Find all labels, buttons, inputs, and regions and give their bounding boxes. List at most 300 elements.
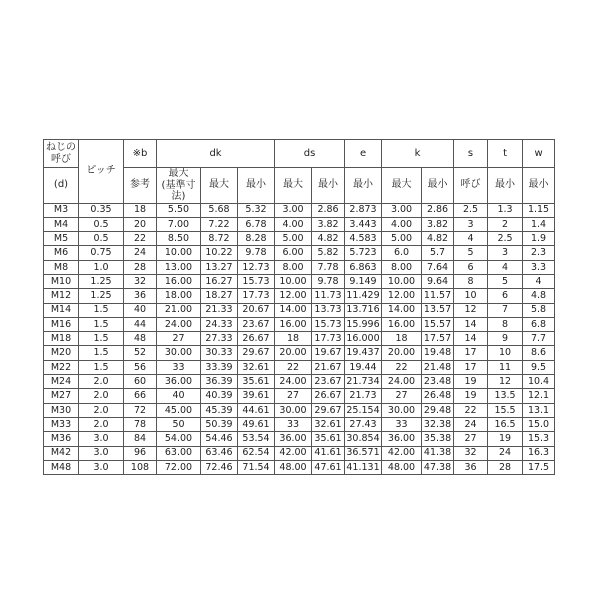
cell-dk-nominal: 5.50 [157,203,201,217]
cell-k-min: 19.48 [422,346,454,360]
cell-dk-max: 7.22 [201,217,238,231]
table-row [44,346,555,360]
cell-t-min: 19 [488,432,523,446]
header-dk-max-nominal-line2: (基準寸法) [161,179,196,202]
header-ds: ds [275,140,345,168]
cell-dk-max: 24.33 [201,317,238,331]
cell-dk-nominal: 72.00 [157,460,201,474]
cell-e-min: 36.571 [346,447,380,459]
cell-ds-min: 9.78 [312,274,345,288]
cell-s-nominal: 3 [454,217,488,231]
cell-thread-size: M42 [44,446,79,460]
cell-k-max: 18 [382,332,422,346]
cell-w-min: 9.5 [523,360,555,374]
cell-k-min: 32.38 [422,417,454,431]
cell-s-nominal: 19 [454,375,488,389]
cell-thread-size: M3 [44,203,79,217]
cell-dk-nominal: 24.00 [157,317,201,331]
table-row [44,446,555,460]
cell-w-min: 12.1 [523,389,555,403]
cell-e-min: 4.583 [345,232,382,246]
cell-w-min: 2.3 [523,246,555,260]
cell-e-min: 30.854 [346,433,380,445]
cell-ds-min: 26.67 [312,389,345,403]
table-row [44,360,555,374]
table-row [44,217,555,231]
cell-k-min: 17.57 [422,332,454,346]
cell-k-min: 9.64 [422,274,454,288]
cell-dk-max: 33.39 [201,360,238,374]
cell-k-min: 29.48 [422,403,454,417]
cell-dk-nominal: 40 [157,389,201,403]
table-row [44,289,555,303]
table-row [44,389,555,403]
cell-t-min: 5 [488,274,523,288]
header-t-min: 最小 [488,168,523,204]
cell-k-max: 33 [382,417,422,431]
cell-dk-nominal: 8.50 [157,232,201,246]
cell-ds-max: 4.00 [275,217,312,231]
cell-pitch: 1.5 [79,346,124,360]
cell-s-nominal: 10 [454,289,488,303]
cell-thread-size: M36 [44,432,79,446]
cell-ds-min: 3.82 [312,217,345,231]
cell-s-nominal: 17 [454,346,488,360]
table-row [44,460,555,474]
cell-k-min: 21.48 [422,360,454,374]
cell-b-ref: 78 [124,417,157,431]
cell-pitch: 3.0 [79,460,124,474]
header-b: ※b [124,140,157,168]
cell-ds-max: 16.00 [275,317,312,331]
cell-thread-size: M20 [44,346,79,360]
cell-ds-min: 23.67 [312,375,345,389]
cell-dk-nominal: 36.00 [157,375,201,389]
cell-t-min: 2 [488,217,523,231]
cell-s-nominal: 2.5 [454,203,488,217]
cell-dk-nominal: 18.00 [157,289,201,303]
cell-b-ref: 72 [124,403,157,417]
cell-ds-max: 3.00 [275,203,312,217]
cell-b-ref: 22 [124,232,157,246]
cell-dk-min: 32.61 [238,360,275,374]
cell-ds-max: 20.00 [275,346,312,360]
cell-ds-max: 48.00 [275,460,312,474]
cell-thread-size: M18 [44,332,79,346]
header-row-1 [44,140,555,168]
header-ds-max: 最大 [275,168,312,204]
cell-ds-min: 32.61 [312,417,345,431]
cell-t-min: 4 [488,260,523,274]
header-b-ref: 参考 [124,168,157,204]
header-dk-max: 最大 [201,168,238,204]
cell-pitch: 0.5 [79,217,124,231]
cell-ds-max: 6.00 [275,246,312,260]
cell-w-min: 5.8 [523,303,555,317]
cell-w-min: 15.0 [523,417,555,431]
cell-k-max: 16.00 [382,317,422,331]
cell-dk-max: 13.27 [201,260,238,274]
cell-dk-max: 30.33 [201,346,238,360]
cell-k-max: 22 [382,360,422,374]
cell-ds-max: 27 [275,389,312,403]
cell-dk-min: 39.61 [238,389,275,403]
spec-table-container [43,139,555,475]
cell-b-ref: 24 [124,246,157,260]
cell-k-max: 8.00 [382,260,422,274]
cell-ds-max: 42.00 [275,446,312,460]
cell-dk-nominal: 7.00 [157,217,201,231]
cell-thread-size: M27 [44,389,79,403]
cell-w-min: 1.4 [523,217,555,231]
cell-k-min: 47.38 [422,460,454,474]
cell-e-min: 9.149 [345,274,382,288]
cell-k-min: 13.57 [422,303,454,317]
cell-dk-min: 12.73 [238,260,275,274]
header-thread [44,140,79,168]
cell-ds-min: 41.61 [312,446,345,460]
cell-s-nominal: 22 [454,403,488,417]
cell-s-nominal: 17 [454,360,488,374]
cell-k-max: 12.00 [382,289,422,303]
cell-e-min: 15.996 [346,318,380,330]
cell-w-min: 7.7 [523,332,555,346]
cell-dk-max: 8.72 [201,232,238,246]
cell-ds-max: 18 [275,332,312,346]
cell-k-min: 2.86 [422,203,454,217]
cell-dk-min: 15.73 [238,274,275,288]
cell-thread-size: M22 [44,360,79,374]
cell-b-ref: 36 [124,289,157,303]
cell-dk-min: 6.78 [238,217,275,231]
cell-e-min: 16.000 [346,333,380,345]
cell-thread-size: M48 [44,460,79,474]
cell-dk-min: 71.54 [238,460,275,474]
cell-thread-size: M14 [44,303,79,317]
cell-dk-max: 45.39 [201,403,238,417]
cell-ds-max: 12.00 [275,289,312,303]
cell-e-min: 21.73 [345,389,382,403]
header-dk-min: 最小 [238,168,275,204]
table-row [44,246,555,260]
cell-b-ref: 66 [124,389,157,403]
cell-pitch: 1.5 [79,360,124,374]
cell-ds-max: 22 [275,360,312,374]
cell-dk-max: 72.46 [201,460,238,474]
cell-pitch: 2.0 [79,403,124,417]
cell-w-min: 6.8 [523,317,555,331]
cell-t-min: 13.5 [488,389,523,403]
cell-pitch: 2.0 [79,389,124,403]
cell-thread-size: M12 [44,289,79,303]
cell-e-min: 27.43 [345,417,382,431]
cell-w-min: 16.3 [523,446,555,460]
header-e-min: 最小 [345,168,382,204]
cell-e-min: 2.873 [345,203,382,217]
cell-k-min: 23.48 [422,375,454,389]
header-s-nominal: 呼び [454,168,488,204]
cell-dk-nominal: 21.00 [157,303,201,317]
cell-k-max: 48.00 [382,460,422,474]
cell-b-ref: 32 [124,274,157,288]
cell-k-max: 42.00 [382,446,422,460]
cell-b-ref: 20 [124,217,157,231]
cell-s-nominal: 6 [454,260,488,274]
cell-pitch: 1.0 [79,260,124,274]
cell-k-min: 7.64 [422,260,454,274]
cell-dk-min: 23.67 [238,317,275,331]
table-row [44,332,555,346]
header-thread-line1: ねじの [46,142,76,153]
cell-k-min: 3.82 [422,217,454,231]
cell-dk-max: 63.46 [201,446,238,460]
cell-e-min: 19.44 [345,360,382,374]
cell-dk-min: 9.78 [238,246,275,260]
cell-dk-max: 16.27 [201,274,238,288]
cell-pitch: 0.5 [79,232,124,246]
cell-ds-max: 30.00 [275,403,312,417]
cell-t-min: 28 [488,460,523,474]
header-t: t [488,140,523,168]
table-row [44,203,555,217]
header-s: s [454,140,488,168]
cell-b-ref: 56 [124,360,157,374]
cell-k-max: 5.00 [382,232,422,246]
cell-k-max: 10.00 [382,274,422,288]
header-pitch: ピッチ [79,140,124,204]
cell-dk-min: 62.54 [238,446,275,460]
cell-b-ref: 84 [124,432,157,446]
header-thread-line2: 呼び [51,153,71,165]
cell-k-min: 4.82 [422,232,454,246]
cell-ds-max: 14.00 [275,303,312,317]
cell-k-min: 41.38 [422,446,454,460]
cell-dk-nominal: 54.00 [157,432,201,446]
cell-dk-min: 53.54 [238,432,275,446]
cell-e-min: 21.734 [346,375,380,387]
cell-ds-max: 5.00 [275,232,312,246]
cell-ds-min: 35.61 [312,432,345,446]
cell-pitch: 2.0 [79,375,124,389]
cell-dk-max: 40.39 [201,389,238,403]
cell-ds-min: 47.61 [312,460,345,474]
cell-dk-max: 21.33 [201,303,238,317]
cell-ds-max: 24.00 [275,375,312,389]
header-d: (d) [44,168,79,204]
cell-s-nominal: 24 [454,417,488,431]
cell-w-min: 3.3 [523,260,555,274]
cell-dk-nominal: 63.00 [157,446,201,460]
cell-s-nominal: 36 [454,460,488,474]
cell-dk-max: 18.27 [201,289,238,303]
cell-k-max: 4.00 [382,217,422,231]
dimension-table [43,139,555,475]
cell-thread-size: M10 [44,274,79,288]
cell-w-min: 8.6 [523,346,555,360]
cell-e-min: 41.131 [346,461,380,473]
cell-k-max: 24.00 [382,375,422,389]
cell-pitch: 1.5 [79,332,124,346]
cell-ds-min: 11.73 [312,289,345,303]
cell-b-ref: 108 [124,460,157,474]
cell-dk-min: 5.32 [238,203,275,217]
cell-pitch: 1.5 [79,303,124,317]
cell-pitch: 3.0 [79,446,124,460]
cell-b-ref: 48 [124,332,157,346]
cell-dk-min: 49.61 [238,417,275,431]
cell-dk-min: 20.67 [238,303,275,317]
cell-k-max: 3.00 [382,203,422,217]
cell-thread-size: M16 [44,317,79,331]
cell-dk-max: 5.68 [201,203,238,217]
cell-dk-min: 35.61 [238,375,275,389]
cell-t-min: 6 [488,289,523,303]
cell-b-ref: 52 [124,346,157,360]
header-k-max: 最大 [382,168,422,204]
cell-w-min: 13.1 [523,403,555,417]
cell-t-min: 2.5 [488,232,523,246]
cell-s-nominal: 4 [454,232,488,246]
cell-dk-max: 36.39 [201,375,238,389]
cell-s-nominal: 5 [454,246,488,260]
header-dk: dk [157,140,275,168]
header-w-min: 最小 [523,168,555,204]
cell-ds-min: 15.73 [312,317,345,331]
cell-w-min: 4.8 [523,289,555,303]
cell-t-min: 11 [488,360,523,374]
cell-k-max: 20.00 [382,346,422,360]
cell-ds-min: 19.67 [312,346,345,360]
header-e: e [345,140,382,168]
table-row [44,403,555,417]
cell-s-nominal: 19 [454,389,488,403]
cell-w-min: 15.3 [523,432,555,446]
cell-dk-max: 27.33 [201,332,238,346]
table-row [44,274,555,288]
cell-ds-max: 36.00 [275,432,312,446]
cell-ds-max: 10.00 [275,274,312,288]
cell-k-max: 14.00 [382,303,422,317]
cell-k-min: 11.57 [422,289,454,303]
table-row [44,303,555,317]
cell-w-min: 4 [523,274,555,288]
cell-ds-min: 17.73 [312,332,345,346]
cell-ds-max: 33 [275,417,312,431]
cell-pitch: 1.25 [79,274,124,288]
cell-thread-size: M8 [44,260,79,274]
cell-t-min: 12 [488,375,523,389]
cell-thread-size: M24 [44,375,79,389]
cell-t-min: 3 [488,246,523,260]
cell-ds-min: 29.67 [312,403,345,417]
cell-dk-nominal: 45.00 [157,403,201,417]
cell-s-nominal: 14 [454,332,488,346]
cell-pitch: 0.35 [79,203,124,217]
cell-pitch: 1.25 [79,289,124,303]
table-row [44,432,555,446]
cell-s-nominal: 14 [454,317,488,331]
cell-thread-size: M4 [44,217,79,231]
cell-dk-min: 17.73 [238,289,275,303]
cell-thread-size: M6 [44,246,79,260]
table-row [44,375,555,389]
cell-e-min: 25.154 [346,404,380,416]
cell-pitch: 3.0 [79,432,124,446]
cell-dk-nominal: 10.00 [157,246,201,260]
cell-t-min: 1.3 [488,203,523,217]
cell-e-min: 19.437 [346,347,380,359]
cell-ds-min: 21.67 [312,360,345,374]
table-row [44,260,555,274]
header-k-min: 最小 [422,168,454,204]
cell-thread-size: M5 [44,232,79,246]
cell-dk-nominal: 30.00 [157,346,201,360]
cell-dk-min: 26.67 [238,332,275,346]
cell-w-min: 17.5 [523,460,555,474]
cell-e-min: 13.716 [346,304,380,316]
cell-dk-max: 10.22 [201,246,238,260]
cell-k-min: 26.48 [422,389,454,403]
cell-e-min: 3.443 [345,217,382,231]
cell-t-min: 24 [488,446,523,460]
cell-w-min: 1.9 [523,232,555,246]
cell-t-min: 8 [488,317,523,331]
table-row [44,317,555,331]
header-ds-min: 最小 [312,168,345,204]
cell-pitch: 1.5 [79,317,124,331]
cell-e-min: 11.429 [346,290,380,302]
cell-s-nominal: 8 [454,274,488,288]
header-w: w [523,140,555,168]
cell-thread-size: M33 [44,417,79,431]
header-dk-max-nominal [157,168,201,204]
cell-pitch: 2.0 [79,417,124,431]
cell-ds-min: 4.82 [312,232,345,246]
cell-b-ref: 44 [124,317,157,331]
cell-dk-min: 29.67 [238,346,275,360]
cell-dk-max: 54.46 [201,432,238,446]
cell-dk-nominal: 16.00 [157,274,201,288]
table-row [44,232,555,246]
cell-e-min: 5.723 [345,246,382,260]
cell-dk-min: 8.28 [238,232,275,246]
cell-k-max: 27 [382,389,422,403]
cell-ds-min: 5.82 [312,246,345,260]
cell-pitch: 0.75 [79,246,124,260]
header-k: k [382,140,454,168]
cell-b-ref: 40 [124,303,157,317]
cell-s-nominal: 32 [454,446,488,460]
cell-t-min: 7 [488,303,523,317]
cell-dk-max: 50.39 [201,417,238,431]
cell-ds-min: 13.73 [312,303,345,317]
cell-w-min: 1.15 [523,203,555,217]
cell-s-nominal: 27 [454,432,488,446]
cell-t-min: 10 [488,346,523,360]
header-dk-max-nominal-line1: 最大 [168,168,189,179]
cell-b-ref: 28 [124,260,157,274]
cell-w-min: 10.4 [523,375,555,389]
cell-k-min: 35.38 [422,432,454,446]
cell-ds-min: 2.86 [312,203,345,217]
cell-dk-nominal: 27 [157,332,201,346]
cell-dk-nominal: 33 [157,360,201,374]
cell-e-min: 6.863 [345,260,382,274]
cell-k-min: 15.57 [422,317,454,331]
cell-thread-size: M30 [44,403,79,417]
cell-dk-min: 44.61 [238,403,275,417]
cell-k-max: 30.00 [382,403,422,417]
